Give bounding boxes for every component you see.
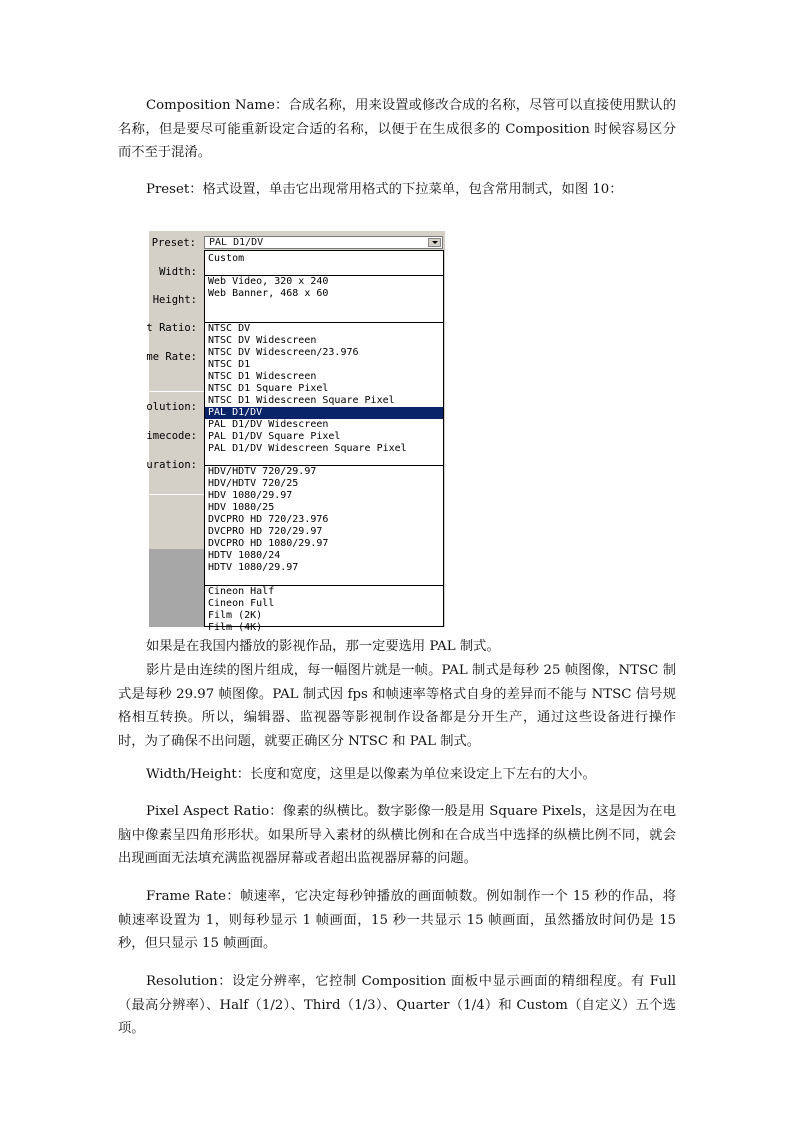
preset-option[interactable]: NTSC DV Widescreen/23.976	[208, 347, 359, 358]
preset-option[interactable]: HDV 1080/29.97	[208, 490, 293, 501]
preset-option[interactable]: HDV 1080/25	[208, 502, 275, 513]
preset-option[interactable]: HDV/HDTV 720/29.97	[208, 466, 317, 477]
preset-group	[205, 322, 443, 455]
preset-option[interactable]: HDV/HDTV 720/25	[208, 478, 299, 489]
height-label: Height:	[152, 294, 197, 306]
aspect-ratio-label: t Ratio:	[146, 322, 197, 334]
preset-group	[205, 465, 443, 574]
preset-option[interactable]: PAL D1/DV Widescreen	[208, 419, 329, 430]
preset-option[interactable]: Web Banner, 468 x 60	[208, 288, 329, 299]
preset-group	[205, 275, 443, 300]
paragraph-resolution: Resolution：设定分辨率，它控制 Composition 面板中显示画面的精细程度。有 Full（最高分辨率）、Half（1/2）、Third（1/3）、Quarter（1/4）和 Custom（自定义）五个选项。	[118, 974, 676, 1036]
preset-label: Preset:	[151, 237, 196, 249]
dialog-separator	[149, 391, 205, 392]
preset-option[interactable]: NTSC D1 Square Pixel	[208, 383, 329, 394]
preset-option[interactable]: NTSC D1 Widescreen	[208, 371, 317, 382]
width-label: Width:	[159, 266, 197, 278]
frame-rate-label: me Rate:	[146, 351, 197, 363]
preset-option[interactable]: PAL D1/DV Widescreen Square Pixel	[208, 443, 407, 454]
preset-combo-value: PAL D1/DV	[209, 237, 264, 248]
paragraph-pal-note: 如果是在我国内播放的影视作品，那一定要选用 PAL 制式。	[146, 639, 500, 654]
chevron-down-icon[interactable]	[428, 238, 441, 247]
preset-option[interactable]: Web Video, 320 x 240	[208, 276, 329, 287]
preset-combo[interactable]	[204, 236, 443, 249]
preset-option[interactable]: DVCPRO HD 1080/29.97	[208, 538, 329, 549]
preset-option[interactable]: HDTV 1080/24	[208, 550, 281, 561]
preset-option[interactable]: Film (4K)	[208, 622, 263, 633]
preset-option[interactable]: NTSC DV Widescreen	[208, 335, 317, 346]
preset-option[interactable]: Custom	[208, 253, 245, 264]
paragraph-frames: 影片是由连续的图片组成，每一幅图片就是一帧。PAL 制式是每秒 25 帧图像，NTSC 制式是每秒 29.97 帧图像。PAL 制式因 fps 和帧速率等格式自身的差异而不能与 NTSC 信号规格相互转换。所以，编辑器、监视器等影视制作设备都是分开生产，通过这些设备进行操作时，为了确保不出问题，就要正确区分 NTSC 和 PAL 制式。	[118, 663, 676, 749]
preset-option[interactable]: HDTV 1080/29.97	[208, 562, 299, 573]
preset-option[interactable]: PAL D1/DV Square Pixel	[208, 431, 341, 442]
paragraph-frame-rate: Frame Rate：帧速率，它决定每秒钟播放的画面帧数。例如制作一个 15 秒的作品，将帧速率设置为 1，则每秒显示 1 帧画面，15 秒一共显示 15 帧画面，虽然播放时间仍是 15 秒，但只显示 15 帧画面。	[118, 889, 676, 951]
dialog-separator	[149, 494, 205, 495]
preset-option[interactable]: NTSC DV	[208, 323, 251, 334]
preset-option[interactable]: Cineon Half	[208, 586, 275, 597]
preset-option[interactable]: Film (2K)	[208, 610, 263, 621]
paragraph-width-height: Width/Height：长度和宽度，这里是以像素为单位来设定上下左右的大小。	[146, 767, 596, 782]
preset-group	[205, 253, 443, 265]
paragraph-pixel-aspect: Pixel Aspect Ratio：像素的纵横比。数字影像一般是用 Square Pixels，这是因为在电脑中像素呈四角形形状。如果所导入素材的纵横比例和在合成当中选择的纵横比例不同，就会出现画面无法填充满监视器屏幕或者超出监视器屏幕的问题。	[118, 804, 676, 866]
paragraph-preset: Preset：格式设置，单击它出现常用格式的下拉菜单，包含常用制式，如图 10：	[146, 182, 623, 197]
preset-option[interactable]: Cineon Full	[208, 598, 275, 609]
preset-option[interactable]: NTSC D1	[208, 359, 251, 370]
resolution-label: olution:	[146, 401, 197, 413]
timecode-label: imecode:	[146, 430, 197, 442]
paragraph-composition-name: Composition Name：合成名称，用来设置或修改合成的名称，尽管可以直接使用默认的名称，但是要尽可能重新设定合适的名称，以便于在生成很多的 Composition 时候容易区分而不至于混淆。	[118, 98, 676, 160]
preset-option[interactable]: DVCPRO HD 720/23.976	[208, 514, 329, 525]
preset-option[interactable]: NTSC D1 Widescreen Square Pixel	[208, 395, 395, 406]
preset-option[interactable]: PAL D1/DV	[205, 407, 443, 419]
duration-label: uration:	[146, 459, 197, 471]
dialog-lower-panel	[149, 549, 205, 627]
preset-option[interactable]: DVCPRO HD 720/29.97	[208, 526, 323, 537]
preset-group	[205, 585, 443, 634]
preset-dropdown-list[interactable]	[204, 250, 444, 633]
preset-dropdown-screenshot	[146, 231, 445, 633]
